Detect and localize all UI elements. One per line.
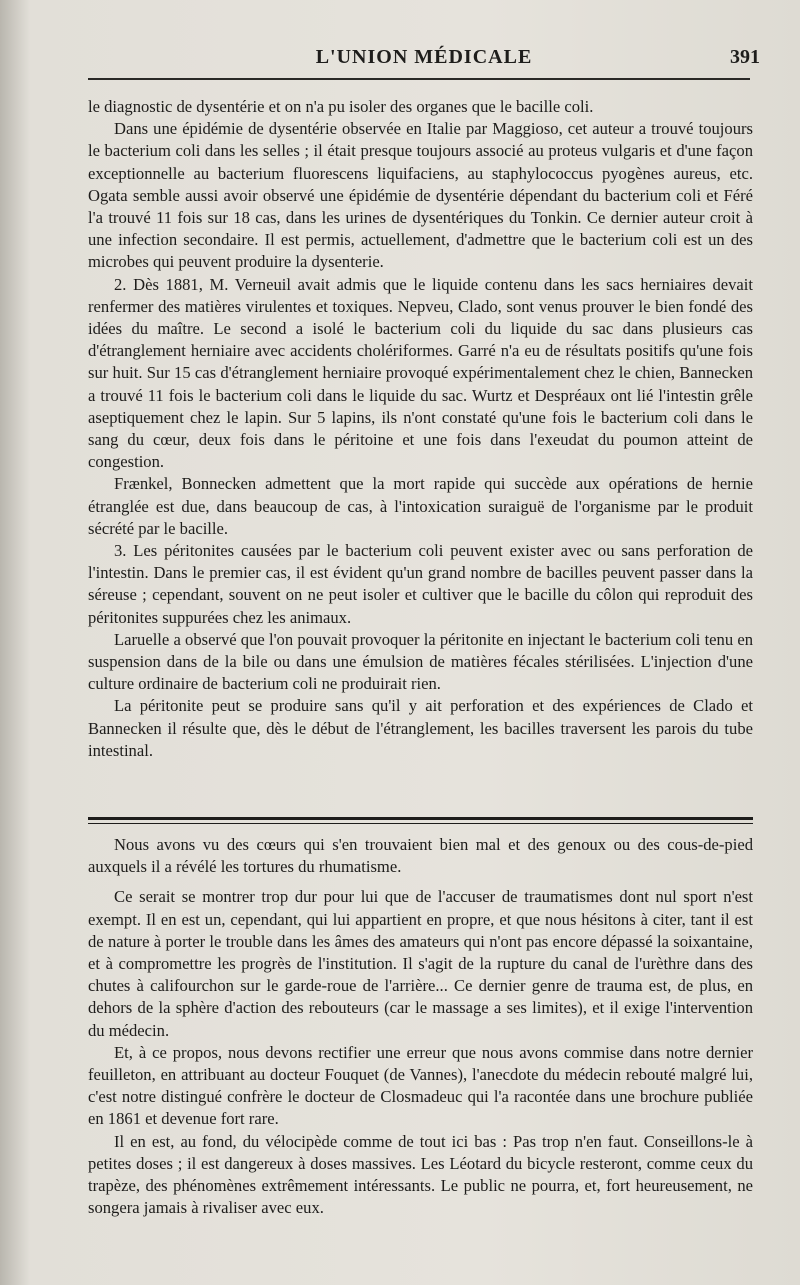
header-rule	[88, 78, 750, 80]
article-body	[88, 96, 753, 762]
section-divider	[88, 817, 753, 824]
paragraph: 3. Les péritonites causées par le bacterium coli peuvent exister avec ou sans perforation de l'intestin. Dans le premier cas, il est évident qu'un grand nombre de bacilles peuvent passer dans la séreuse ; cependant, souvent on ne peut isoler et cultiver que le bacille du côlon qui reproduit des péritonites suppurées chez les animaux.	[88, 541, 753, 627]
paragraph: Laruelle a observé que l'on pouvait provoquer la péritonite en injectant le bacterium coli tenu en suspension dans de la bile ou dans une émulsion de matières fécales stérilisées. L'injection d'une culture ordinaire de bacterium coli ne produirait rien.	[88, 629, 753, 694]
page-header	[88, 42, 760, 76]
paragraph: Il en est, au fond, du vélocipède comme de tout ici bas : Pas trop n'en faut. Conseillons-le à petites doses ; il est dangereux à doses massives. Les Léotard du bicycle resteront, comme ceux du trapèze, des phénomènes extrêmement intéressants. Le public ne pourra, et, fort heureusement, ne songera jamais à rivaliser avec eux.	[88, 1131, 753, 1218]
running-title: L'UNION MÉDICALE	[315, 46, 533, 68]
paragraph: Et, à ce propos, nous devons rectifier une erreur que nous avons commise dans notre dernier feuilleton, en attribuant au docteur Fouquet (de Vannes), l'anecdote du médecin rebouté malgré lui, c'est notre distingué confrère le docteur de Closmadeuc qui l'a racontée dans une brochure publiée en 1861 et devenue fort rare.	[88, 1042, 753, 1129]
paragraph: Frænkel, Bonnecken admettent que la mort rapide qui succède aux opérations de hernie étranglée est due, dans beaucoup de cas, à l'intoxication suraiguë de l'organisme par le produit sécrété par le bacille.	[88, 474, 753, 538]
feuilleton-body	[88, 834, 753, 1219]
paragraph: Nous avons vu des cœurs qui s'en trouvaient bien mal et des genoux ou des cous-de-pied auxquels il a révélé les tortures du rhumatisme.	[88, 835, 753, 877]
paragraph: Dans une épidémie de dysentérie observée en Italie par Maggioso, cet auteur a trouvé toujours le bacterium coli dans les selles ; il était presque toujours associé au proteus vulgaris et d'une façon exceptionnelle au bacterium fluorescens liquifaciens, au staphylococcus pyogènes aureus, etc. Ogata semble aussi avoir observé une épidémie de dysentérie dépendant du bacterium coli et Féré l'a trouvé 11 fois sur 18 cas, dans les urines de dysentériques du Tonkin. Ce dernier auteur croit à une infection secondaire. Il est permis, actuellement, d'admettre que le bacterium coli est un des microbes qui peuvent produire la dysenterie.	[88, 119, 753, 272]
page-number: 391	[730, 46, 760, 68]
paragraph: le diagnostic de dysentérie et on n'a pu isoler des organes que le bacille coli.	[88, 97, 594, 116]
paragraph: 2. Dès 1881, M. Verneuil avait admis que le liquide contenu dans les sacs herniaires devait renfermer des matières virulentes et toxiques. Nepveu, Clado, sont venus prouver le bien fondé des idées du maître. Le second a isolé le bacterium coli du liquide du sac dans plusieurs cas d'étranglement herniaire avec accidents cholériformes. Garré n'a eu de résultats positifs qu'une fois sur huit. Sur 15 cas d'étranglement herniaire provoqué expérimentalement chez le chien, Bannecken a trouvé 11 fois le bacterium coli dans le liquide du sac. Wurtz et Despréaux ont lié l'intestin grêle aseptiquement chez le lapin. Sur 5 lapins, ils n'ont constaté qu'une fois le bacterium coli dans le sang du cœur, deux fois dans le péritoine et une fois dans l'exeudat du poumon atteint de congestion.	[88, 274, 753, 472]
paragraph: Ce serait se montrer trop dur pour lui que de l'accuser de traumatismes dont nul sport n'est exempt. Il en est un, cependant, qui lui appartient en propre, et que nous hésitons à citer, tant il est de nature à porter le trouble dans les âmes des amateurs qui n'ont pas encore dépassé la soixantaine, et à compromettre les progrès de l'institution. Il s'agit de la rupture du canal de l'urèthre dans des chutes à califourchon sur le garde-roue de l'arrière... Ce dernier genre de trauma est, de plus, en dehors de la sphère d'action des rebouteurs (car le massage a ses limites), et il exige l'intervention du médecin.	[88, 887, 753, 1040]
paragraph: La péritonite peut se produire sans qu'il y ait perforation et des expériences de Clado et Bannecken il résulte que, dès le début de l'étranglement, les bacilles traversent les parois du tube intestinal.	[88, 696, 753, 760]
